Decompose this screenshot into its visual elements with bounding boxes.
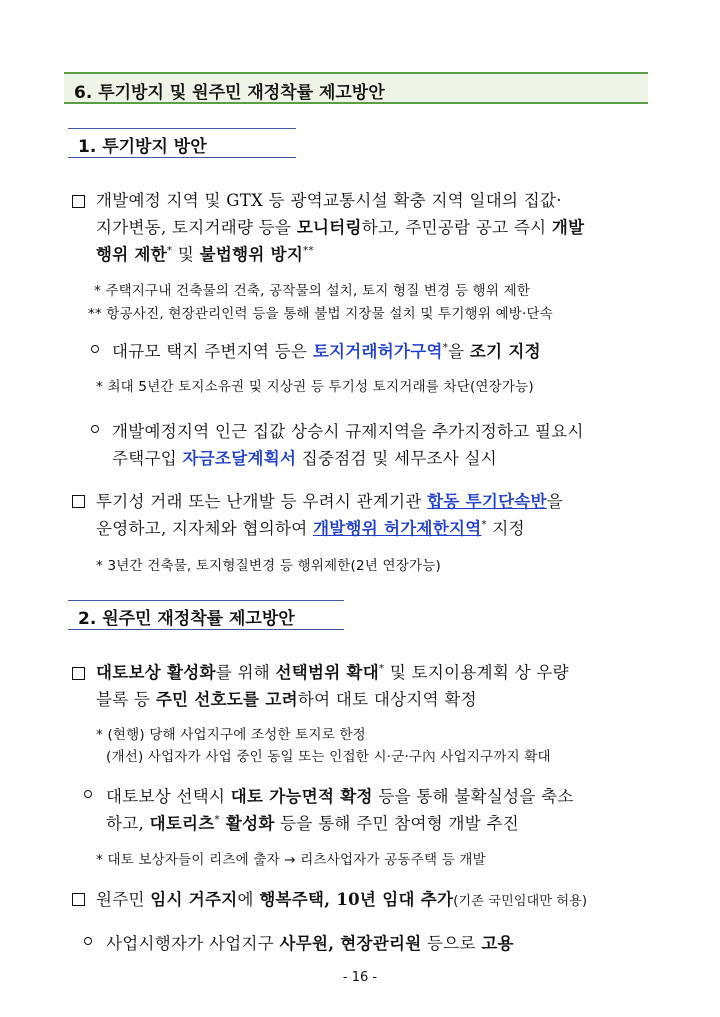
s1-note3: * 최대 5년간 토지소유권 및 지상권 등 투기성 토지거래를 차단(연장가능) [96, 379, 534, 395]
s1-b2-line2: 운영하고, 지자체와 협의하여 개발행위 허가제한지역* 지정 [96, 519, 525, 538]
s1-note1: * 주택지구내 건축물의 건축, 공작물의 설치, 토지 형질 변경 등 행위 제한 [94, 283, 531, 299]
s2-note2: (개선) 사업자가 사업 중인 동일 또는 인접한 시·군·구內 사업지구까지 확대 [106, 749, 551, 765]
bullet-box-icon [72, 667, 85, 680]
subsection-1-heading-bar [68, 128, 296, 158]
s2-c1-line1: 대토보상 선택시 대토 가능면적 확정 등을 통해 불확실성을 축소 [106, 787, 574, 806]
section-title: 6. 투기방지 및 원주민 재정착률 제고방안 [74, 83, 385, 103]
s2-b1-line2: 블록 등 주민 선호도를 고려하여 대토 대상지역 확정 [96, 690, 477, 709]
s1-c2-line1: 개발예정지역 인근 집값 상승시 규제지역을 추가지정하고 필요시 [112, 422, 584, 441]
bullet-circle-icon [91, 345, 99, 353]
bullet-box-icon [72, 893, 85, 906]
bullet-circle-icon [84, 937, 92, 945]
s1-b1-line3: 행위 제한* 및 불법행위 방지** [96, 245, 314, 264]
subsection-1-heading: 1. 투기방지 방안 [78, 137, 207, 157]
bullet-circle-icon [91, 425, 99, 433]
s1-note2: ** 항공사진, 현장관리인력 등을 통해 불법 지장물 설치 및 투기행위 예방·단속 [88, 306, 554, 322]
s1-c2-line2: 주택구입 자금조달계획서 집중점검 및 세무조사 실시 [112, 449, 498, 468]
page-number: - 16 - [342, 970, 378, 985]
bullet-box-icon [72, 195, 85, 208]
s2-b2: 원주민 임시 거주지에 행복주택, 10년 임대 추가(기존 국민임대만 허용) [96, 890, 588, 909]
bullet-circle-icon [84, 790, 92, 798]
s1-b1-line1: 개발예정 지역 및 GTX 등 광역교통시설 확충 지역 일대의 집값· [96, 191, 562, 210]
s2-c2: 사업시행자가 사업지구 사무원, 현장관리원 등으로 고용 [106, 934, 514, 953]
bullet-box-icon [72, 495, 85, 508]
s2-b1-line1: 대토보상 활성화를 위해 선택범위 확대* 및 토지이용계획 상 우량 [96, 663, 569, 682]
s2-note1: * (현행) 당해 사업지구에 조성한 토지로 한정 [96, 727, 366, 743]
section-title-bar [64, 72, 648, 104]
s1-b1-line2: 지가변동, 토지거래량 등을 모니터링하고, 주민공람 공고 즉시 개발 [96, 218, 585, 237]
s1-note4: * 3년간 건축물, 토지형질변경 등 행위제한(2년 연장가능) [96, 558, 441, 574]
s2-note3: * 대토 보상자들이 리츠에 출자 → 리츠사업자가 공동주택 등 개발 [96, 852, 486, 868]
s2-c1-line2: 하고, 대토리츠* 활성화 등을 통해 주민 참여형 개발 추진 [106, 814, 520, 833]
s1-c1: 대규모 택지 주변지역 등은 토지거래허가구역*을 조기 지정 [112, 342, 541, 361]
subsection-2-heading-bar [68, 600, 344, 630]
subsection-2-heading: 2. 원주민 재정착률 제고방안 [78, 609, 295, 629]
s1-b2-line1: 투기성 거래 또는 난개발 등 우려시 관계기관 합동 투기단속반을 [96, 492, 564, 511]
